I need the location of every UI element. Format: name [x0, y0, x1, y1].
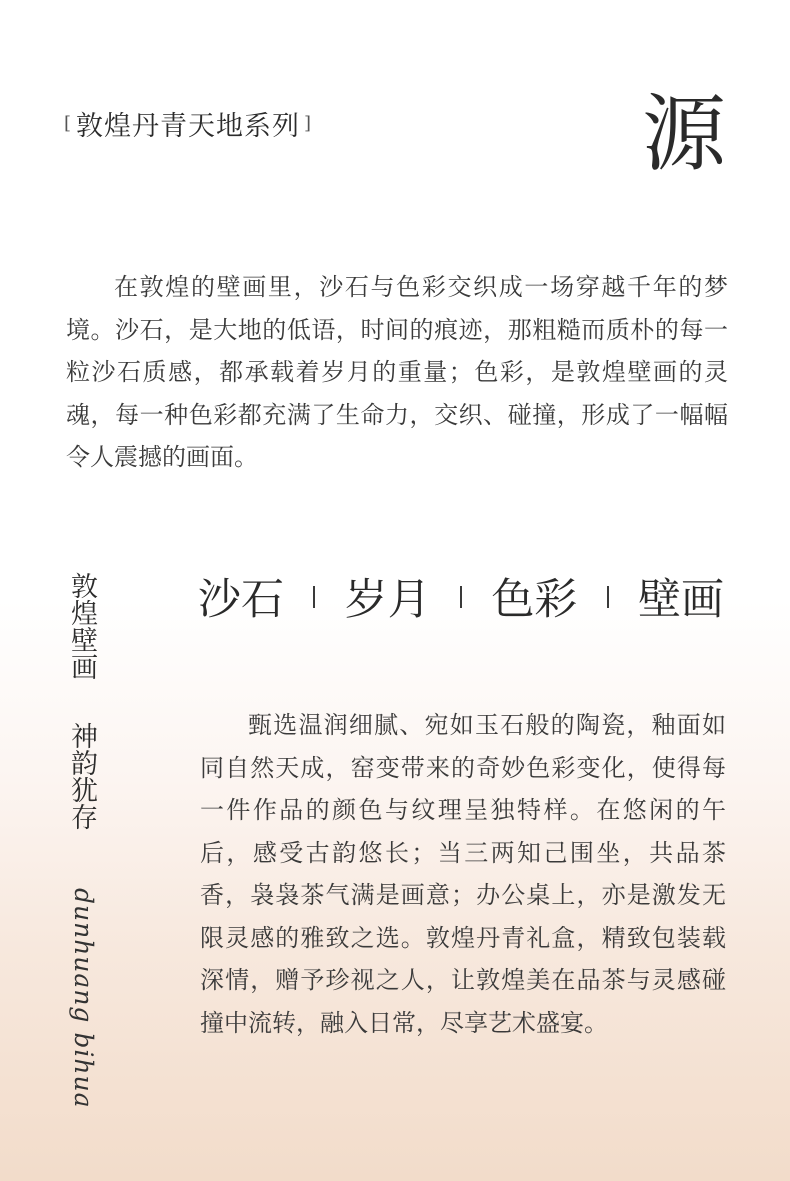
series-title-text: 敦煌丹青天地系列 [76, 111, 301, 142]
keyword-2: 岁月 [344, 575, 431, 625]
vertical-title-line-2: 神韵犹存 [66, 722, 97, 830]
keyword-separator [460, 586, 462, 608]
intro-paragraph: 在敦煌的壁画里，沙石与色彩交织成一场穿越千年的梦境。沙石，是大地的低语，时间的痕迹，那粗糙而质朴的每一粒沙石质感，都承载着岁月的重量；色彩，是敦煌壁画的灵魂，每一种色彩都充满了生命力，交织、碰撞，形成了一幅幅令人震撼的画面。 [66, 273, 728, 471]
bracket-open: [ [64, 113, 73, 134]
body-paragraph: 甄选温润细腻、宛如玉石般的陶瓷，釉面如同自然天成，窑变带来的奇妙色彩变化，使得每一件作品的颜色与纹理呈独特样。在悠闲的午后，感受古韵悠长；当三两知己围坐，共品茶香，袅袅茶气满是画意；办公桌上，亦是激发无限灵感的雅致之选。敦煌丹青礼盒，精致包装载深情，赠予珍视之人，让敦煌美在品茶与灵感碰撞中流转，融入日常，尽享艺术盛宴。 [200, 711, 726, 1037]
keyword-separator [607, 586, 609, 608]
vertical-title-line-1: 敦煌壁画 [66, 572, 97, 680]
latin-subtitle: dunhuang bihua [69, 888, 98, 1109]
keyword-separator [313, 586, 315, 608]
keyword-4: 壁画 [637, 575, 724, 625]
series-title [60, 104, 316, 143]
keyword-3: 色彩 [491, 575, 578, 625]
keyword-row [198, 566, 724, 627]
keyword-1: 沙石 [198, 575, 284, 625]
bracket-close: ] [304, 113, 313, 134]
big-title-character: 源 [641, 85, 726, 183]
